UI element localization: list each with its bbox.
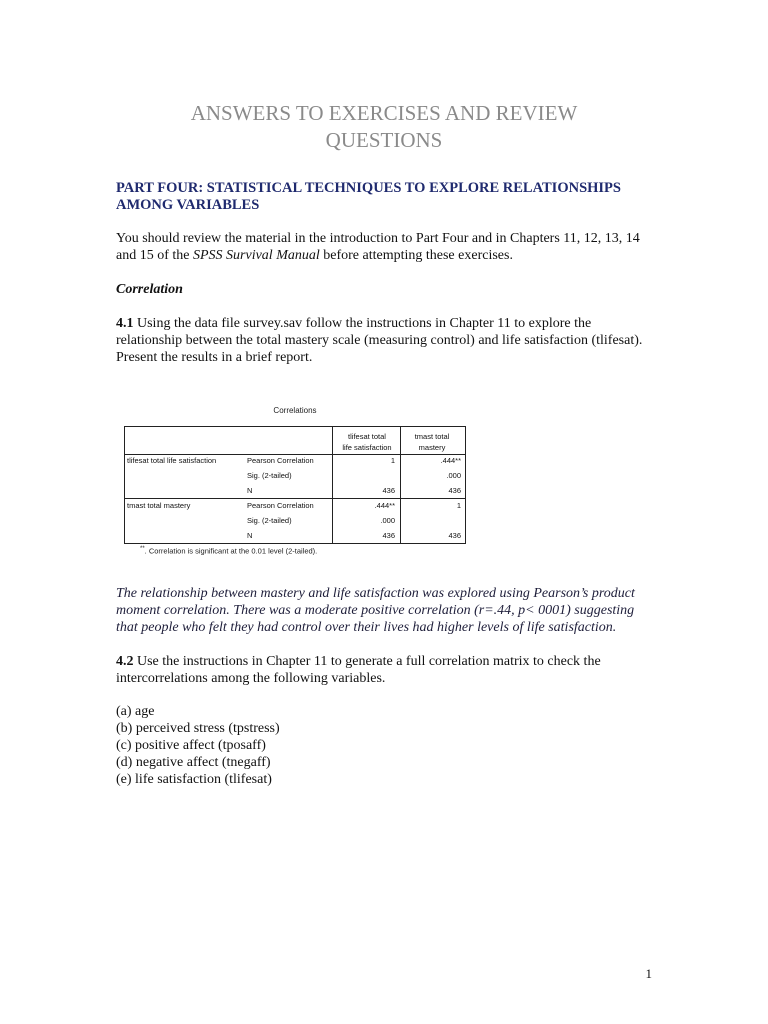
cell-value: 436 bbox=[448, 531, 461, 540]
page-title-line-1: ANSWERS TO EXERCISES AND REVIEW bbox=[190, 101, 578, 125]
list-item: (c) positive affect (tposaff) bbox=[116, 738, 266, 753]
footnote-text: . Correlation is significant at the 0.01 level (2-tailed). bbox=[144, 546, 318, 556]
cell-value: .000 bbox=[380, 516, 395, 525]
list-item: (a) age bbox=[116, 704, 155, 719]
intro-text-before: You should review the material in the introduction to Part Four and in Chapters 11, 12, 13, 14 and 15 of the bbox=[116, 231, 640, 263]
cell-value: 436 bbox=[448, 486, 461, 495]
exercise-text: Using the data file survey.sav follow the instructions in Chapter 11 to explore the relationship between the total mastery scale (measuring control) and life satisfaction (tlifesat). Present the results in a brief report. bbox=[116, 316, 643, 365]
page-title-line-2: QUESTIONS bbox=[325, 128, 443, 152]
cell-value: .444** bbox=[440, 456, 461, 465]
cell-value: .444** bbox=[374, 501, 395, 510]
row-label-tmast: tmast total mastery bbox=[127, 501, 191, 510]
exercise-4-2 bbox=[116, 653, 652, 687]
stat-label-pearson: Pearson Correlation bbox=[247, 501, 314, 510]
exercise-text: Use the instructions in Chapter 11 to generate a full correlation matrix to check the intercorrelations among the following variables. bbox=[116, 654, 601, 686]
answer-paragraph: The relationship between mastery and life satisfaction was explored using Pearson’s product moment correlation. There was a moderate positive correlation (r=.44, p< 0001) suggesting that people who felt they had control over their lives had higher levels of life satisfaction. bbox=[116, 586, 635, 635]
part-heading bbox=[116, 180, 656, 214]
cell-value: 1 bbox=[456, 501, 461, 510]
intro-text-after: before attempting these exercises. bbox=[319, 248, 513, 263]
cell-value: 1 bbox=[390, 456, 395, 465]
part-heading-line-1: PART FOUR: STATISTICAL TECHNIQUES TO EXPLORE RELATIONSHIPS bbox=[116, 180, 621, 196]
row-label-tlifesat: tlifesat total life satisfaction bbox=[127, 456, 217, 465]
column-header-line: life satisfaction bbox=[342, 443, 392, 452]
footnote-mark: ** bbox=[140, 546, 145, 552]
table-divider bbox=[125, 454, 465, 455]
intro-paragraph bbox=[116, 230, 652, 264]
exercise-4-1 bbox=[116, 315, 652, 366]
list-item: (b) perceived stress (tpstress) bbox=[116, 721, 280, 736]
part-heading-line-2: AMONG VARIABLES bbox=[116, 197, 260, 213]
exercise-number: 4.1 bbox=[116, 316, 134, 331]
table-divider bbox=[332, 427, 333, 543]
table-footnote bbox=[140, 546, 317, 556]
cell-value: 436 bbox=[382, 486, 395, 495]
section-heading-correlation: Correlation bbox=[116, 282, 183, 297]
page-title bbox=[0, 100, 768, 154]
column-header-line: tmast total bbox=[414, 432, 450, 441]
column-header-line: mastery bbox=[418, 443, 446, 452]
table-divider bbox=[125, 498, 465, 499]
stat-label-sig: Sig. (2-tailed) bbox=[247, 516, 292, 525]
correlations-table bbox=[124, 426, 466, 544]
stat-label-sig: Sig. (2-tailed) bbox=[247, 471, 292, 480]
column-header-tmast bbox=[401, 431, 463, 453]
stat-label-n: N bbox=[247, 531, 253, 540]
column-header-line: tlifesat total bbox=[348, 432, 386, 441]
cell-value: 436 bbox=[382, 531, 395, 540]
stat-label-n: N bbox=[247, 486, 253, 495]
variable-list bbox=[116, 703, 280, 788]
page-number: 1 bbox=[645, 966, 652, 981]
list-item: (e) life satisfaction (tlifesat) bbox=[116, 772, 272, 787]
column-header-tlifesat bbox=[336, 431, 398, 453]
manual-title: SPSS Survival Manual bbox=[192, 248, 320, 263]
list-item: (d) negative affect (tnegaff) bbox=[116, 755, 271, 770]
cell-value: .000 bbox=[446, 471, 461, 480]
exercise-number: 4.2 bbox=[116, 654, 134, 669]
stat-label-pearson: Pearson Correlation bbox=[247, 456, 314, 465]
table-title: Correlations bbox=[273, 406, 317, 415]
